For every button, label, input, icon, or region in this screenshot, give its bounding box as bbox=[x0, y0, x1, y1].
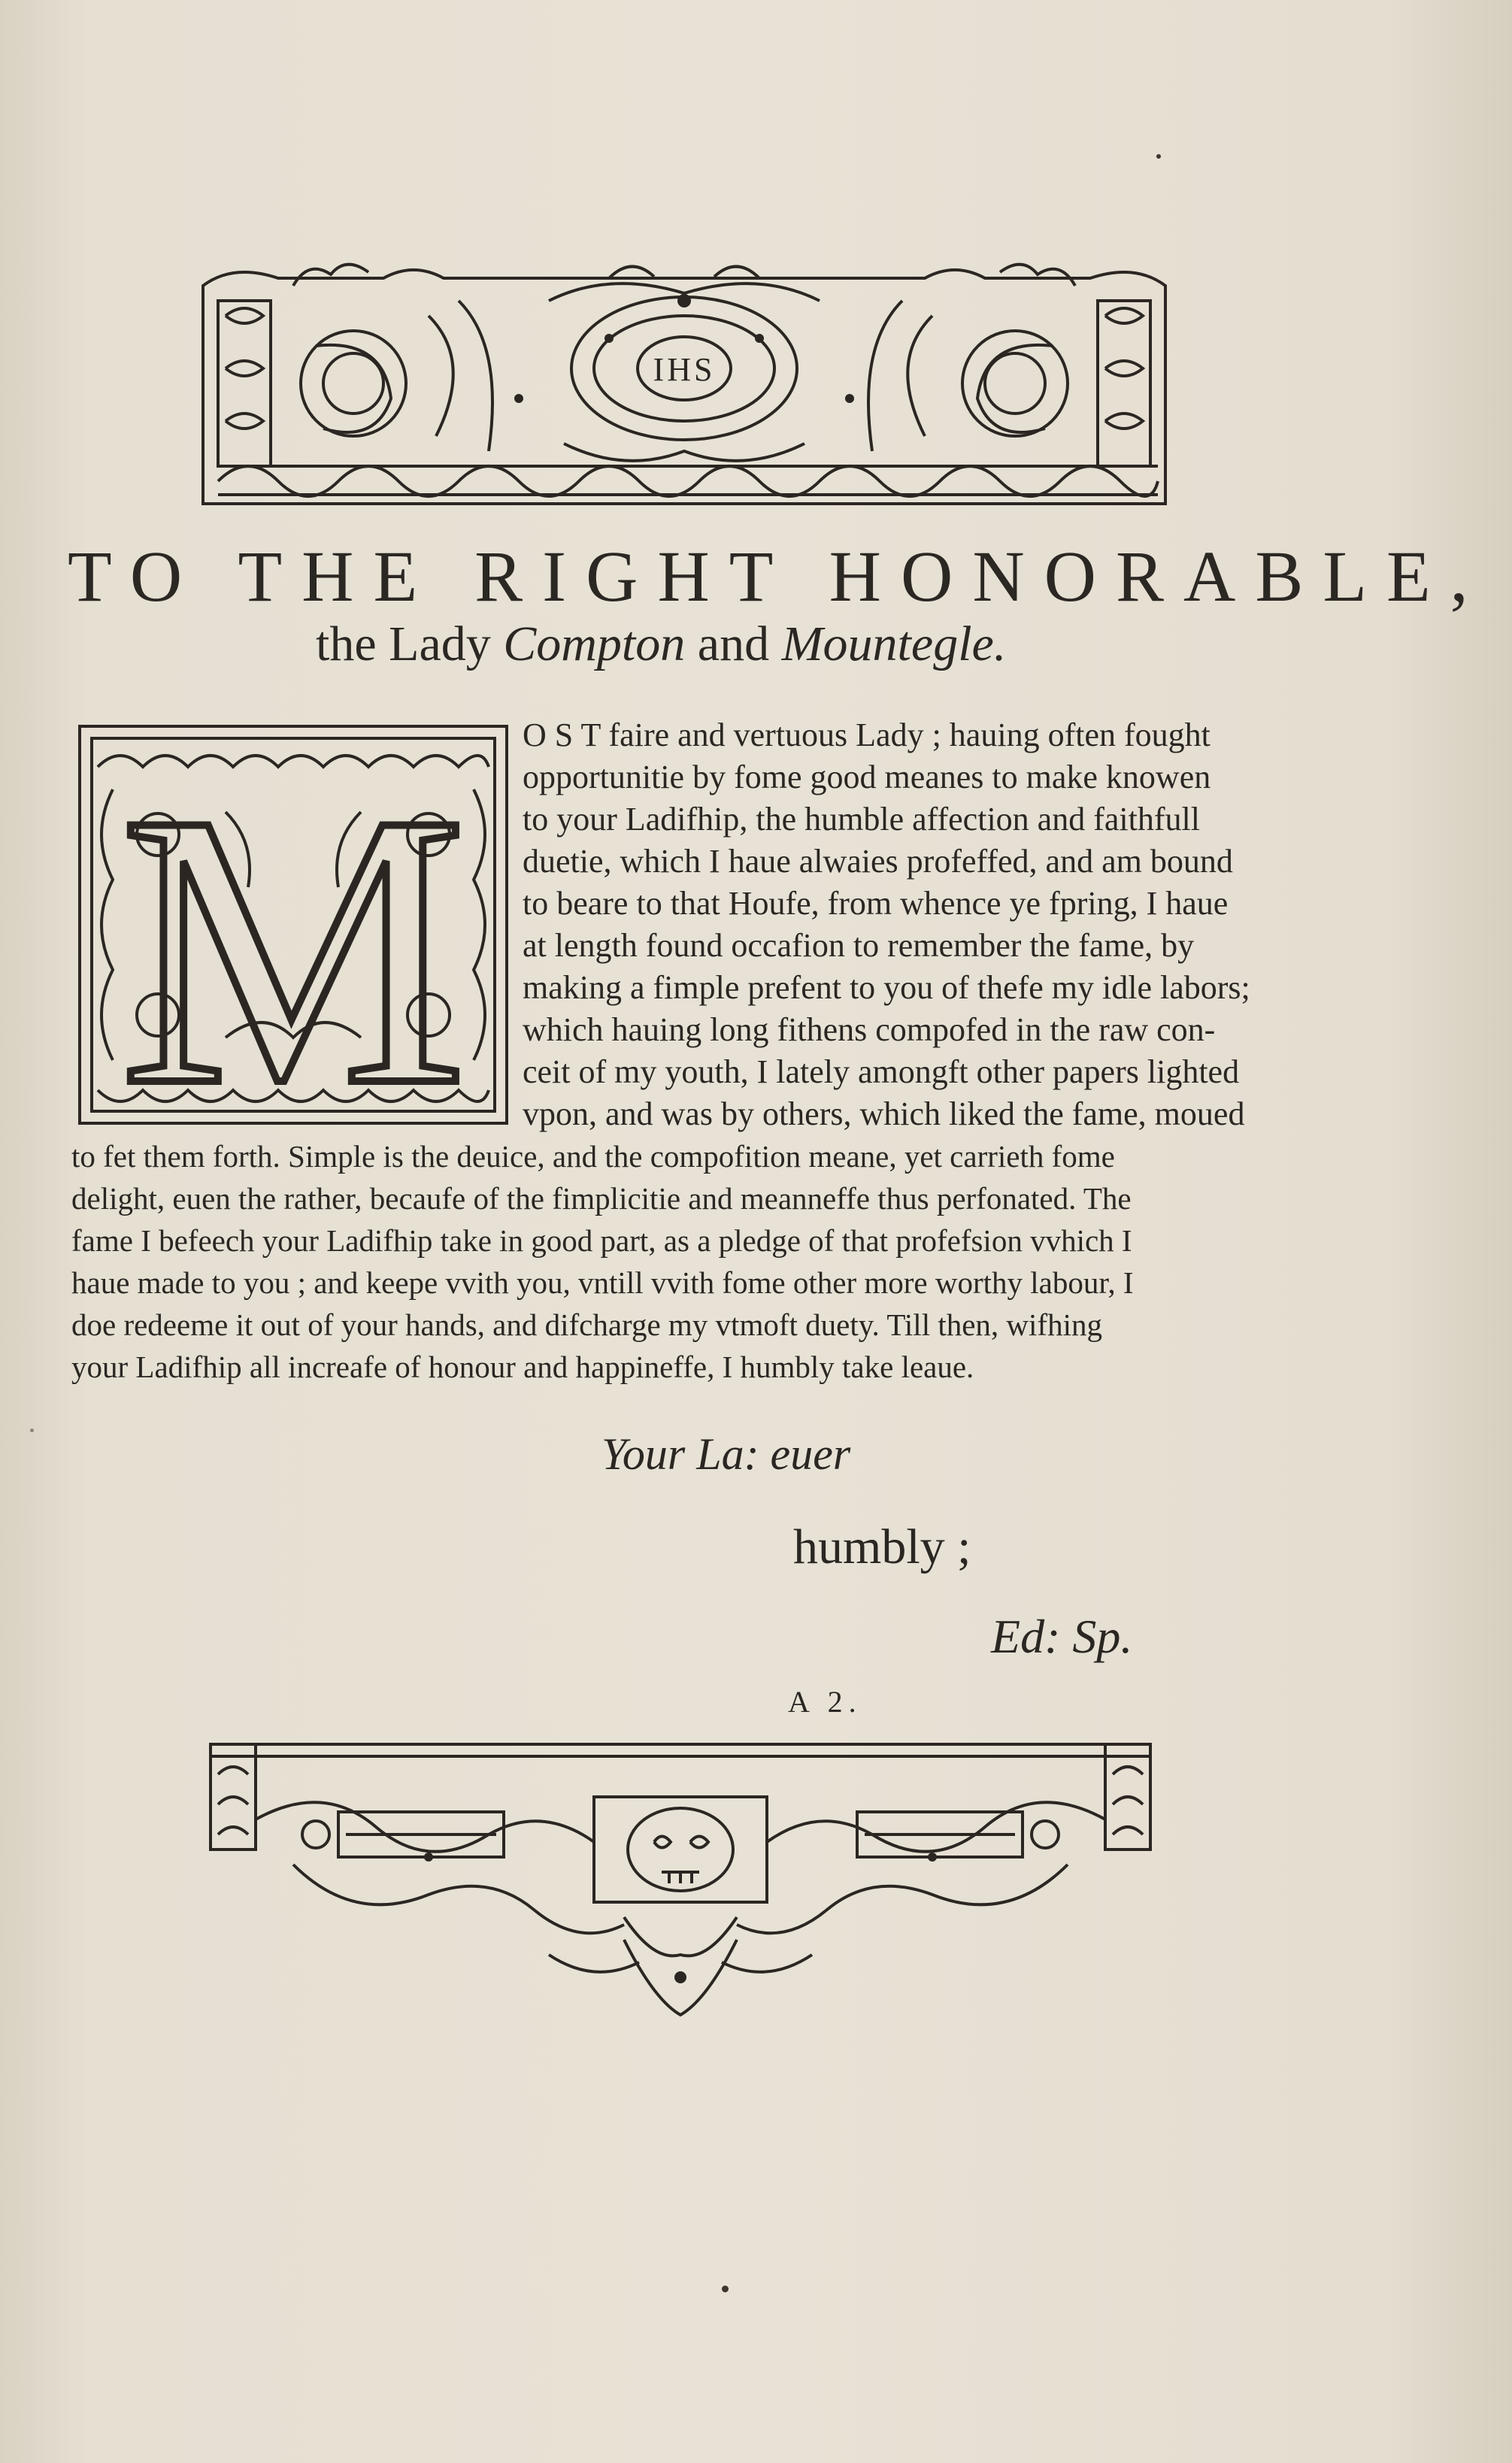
dedication-subtitle bbox=[316, 610, 1143, 678]
closing-signature: Ed: Sp. bbox=[991, 1610, 1133, 1663]
subtitle-mid: and bbox=[685, 617, 782, 671]
subtitle-name-mountegle: Mountegle. bbox=[781, 617, 1007, 671]
text-line: which hauing long fithens compofed in the raw con- bbox=[523, 1011, 1216, 1048]
text-line: delight, euen the rather, becaufe of the fimplicitie and meanneffe thus perfonated. The bbox=[71, 1181, 1132, 1216]
text-line: ceit of my youth, I lately amongft other papers lighted bbox=[523, 1053, 1240, 1090]
paper-speck bbox=[722, 2286, 729, 2292]
text-line: to your Ladifhip, the humble affection and faithfull bbox=[523, 801, 1200, 838]
text-line: vpon, and was by others, which liked the fame, moued bbox=[523, 1095, 1245, 1132]
text-line: making a fimple prefent to you of thefe my idle labors; bbox=[523, 969, 1250, 1006]
text-line: your Ladifhip all increafe of honour and happineffe, I humbly take leaue. bbox=[71, 1350, 974, 1384]
text-line: to beare to that Houfe, from whence ye fpring, I haue bbox=[523, 885, 1229, 922]
headpiece-ornament bbox=[188, 256, 1180, 511]
paper-speck bbox=[1156, 154, 1161, 159]
text-line: haue made to you ; and keepe vvith you, vntill vvith fome other more worthy labour, I bbox=[71, 1265, 1134, 1300]
tailpiece-ornament bbox=[203, 1729, 1158, 2030]
signature-mark: A 2. bbox=[788, 1685, 862, 1719]
closing-salutation: Your La: euer bbox=[601, 1429, 851, 1479]
dedication-title: TO THE RIGHT HONORABLE, bbox=[68, 536, 1488, 617]
text-line: to fet them forth. Simple is the deuice, and the compofition meane, yet carrieth fome bbox=[71, 1139, 1115, 1174]
text-line: fame I befeech your Ladifhip take in good part, as a pledge of that profefsion vvhich I bbox=[71, 1223, 1132, 1258]
text-line: opportunitie by fome good meanes to make knowen bbox=[523, 759, 1211, 795]
text-line: duetie, which I haue alwaies profeffed, and am bound bbox=[523, 843, 1233, 880]
text-line: doe redeeme it out of your hands, and difcharge my vtmoft duety. Till then, wifhing bbox=[71, 1307, 1102, 1342]
ornament-monogram: IHS bbox=[653, 351, 716, 388]
subtitle-prefix: the Lady bbox=[316, 617, 504, 671]
closing-humbly: humbly ; bbox=[793, 1519, 971, 1574]
subtitle-name-compton: Compton bbox=[503, 617, 686, 671]
paper-speck bbox=[30, 1428, 34, 1432]
text-line: O S T faire and vertuous Lady ; hauing often fought bbox=[523, 716, 1211, 753]
dropcap-letter: M bbox=[119, 734, 468, 1128]
decorated-initial bbox=[75, 722, 511, 1128]
text-line: at length found occafion to remember the fame, by bbox=[523, 927, 1195, 964]
